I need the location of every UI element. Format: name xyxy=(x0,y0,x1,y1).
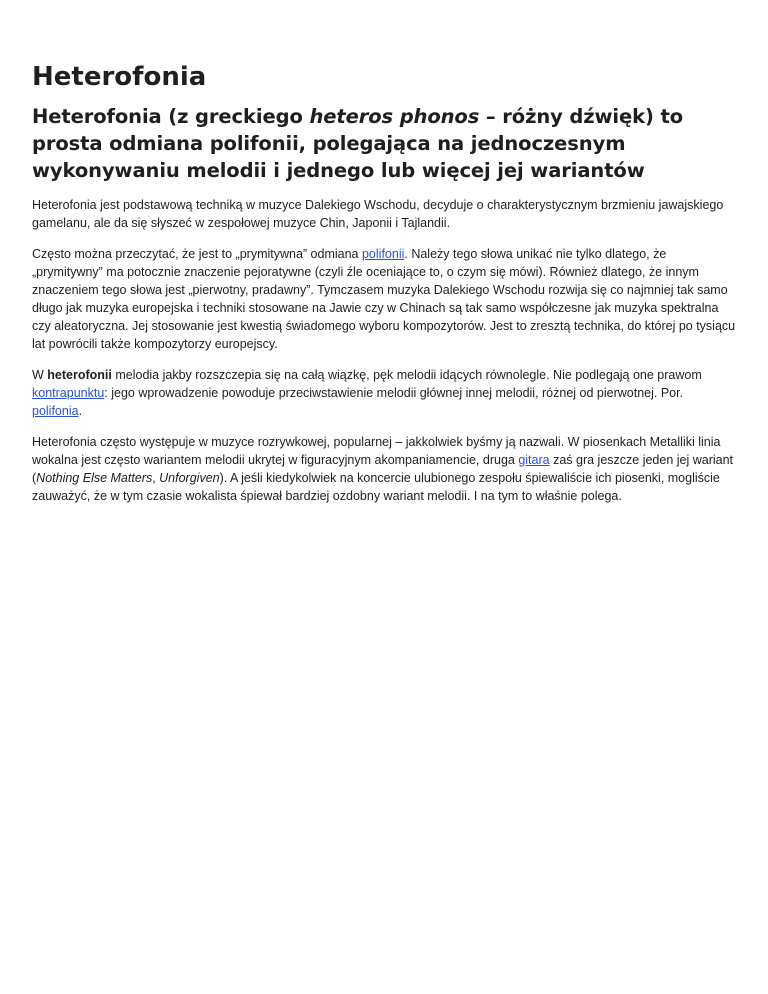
paragraph-3-bold-term: heterofonii xyxy=(47,368,112,382)
song-title-1: Nothing Else Matters xyxy=(36,471,153,485)
paragraph-3-text-after: . xyxy=(78,404,83,418)
page-subtitle xyxy=(32,103,736,184)
paragraph-3-text-before: W xyxy=(32,368,48,382)
song-title-separator: , xyxy=(152,471,160,485)
subtitle-emphasis: heteros phonos xyxy=(309,105,480,128)
paragraph-4-text-before: Heterofonia często występuje w muzyce rozrywkowej, popularnej – jakkolwiek byśmy ją nazwali. W piosenkach Metalliki linia wokalna jest często wariantem melodii ukrytej w figuracyjnym akompaniamencie, druga xyxy=(32,435,721,467)
paragraph-4-text-middle: zaś gra jeszcze jeden jej wariant ( xyxy=(32,453,734,485)
paragraph-3 xyxy=(32,366,736,420)
paragraph-2 xyxy=(32,245,736,353)
subtitle-text-after: – różny dźwięk) to prosta odmiana polifonii, polegająca na jednoczesnym wykonywaniu melodii i jednego lub więcej jej wariantów xyxy=(32,105,684,182)
paragraph-1 xyxy=(32,196,736,232)
song-title-2: Unforgiven xyxy=(159,471,220,485)
link-gitara[interactable]: gitara xyxy=(518,453,550,467)
page-title: Heterofonia xyxy=(32,62,207,92)
paragraph-3-text-middle: melodia jakby rozszczepia się na całą wiązkę, pęk melodii idących równolegle. Nie podlegają one prawom xyxy=(111,368,702,382)
paragraph-4-text-after: ). A jeśli kiedykolwiek na koncercie ulubionego zespołu śpiewaliście ich piosenki, mogliście zauważyć, że w tym czasie wokalista śpiewał bardziej ozdobny wariant melodii. I na tym to właśnie polega. xyxy=(32,471,720,503)
paragraph-2-text-before: Często można przeczytać, że jest to „prymitywna” odmiana xyxy=(32,247,362,261)
subtitle-text-before: Heterofonia (z greckiego xyxy=(32,105,310,128)
paragraph-4 xyxy=(32,433,736,505)
link-polifonia[interactable]: polifonia xyxy=(32,404,79,418)
paragraph-2-text-after: . Należy tego słowa unikać nie tylko dlatego, że „prymitywny” ma potocznie znaczenie pejoratywne (czyli źle oceniające to, o czym się mówi). Również dlatego, że innym znaczeniem tego słowa jest „pierwotny, pradawny”. Tymczasem muzyka Dalekiego Wschodu rozwija się co najmniej tak samo długo jak muzyka europejska i techniki stosowane na Jawie czy w Chinach są tak samo współczesne jak muzyka spektralna czy aleatoryczna. Jej stosowanie jest kwestią świadomego wyboru kompozytorów. Jest to zresztą technika, do której po tysiącu lat powrócili także kompozytorzy europejscy. xyxy=(32,247,736,351)
paragraph-1-text: Heterofonia jest podstawową techniką w muzyce Dalekiego Wschodu, decyduje o charakterystycznym brzmieniu jawajskiego gamelanu, ale da się słyszeć w zespołowej muzyce Chin, Japonii i Tajlandii. xyxy=(32,198,724,230)
paragraph-3-text-middle-2: : jego wprowadzenie powoduje przeciwstawienie melodii głównej innej melodii, różnej od pierwotnej. Por. xyxy=(104,386,684,400)
link-polifonii[interactable]: polifonii xyxy=(361,247,405,261)
link-kontrapunktu[interactable]: kontrapunktu xyxy=(32,386,105,400)
